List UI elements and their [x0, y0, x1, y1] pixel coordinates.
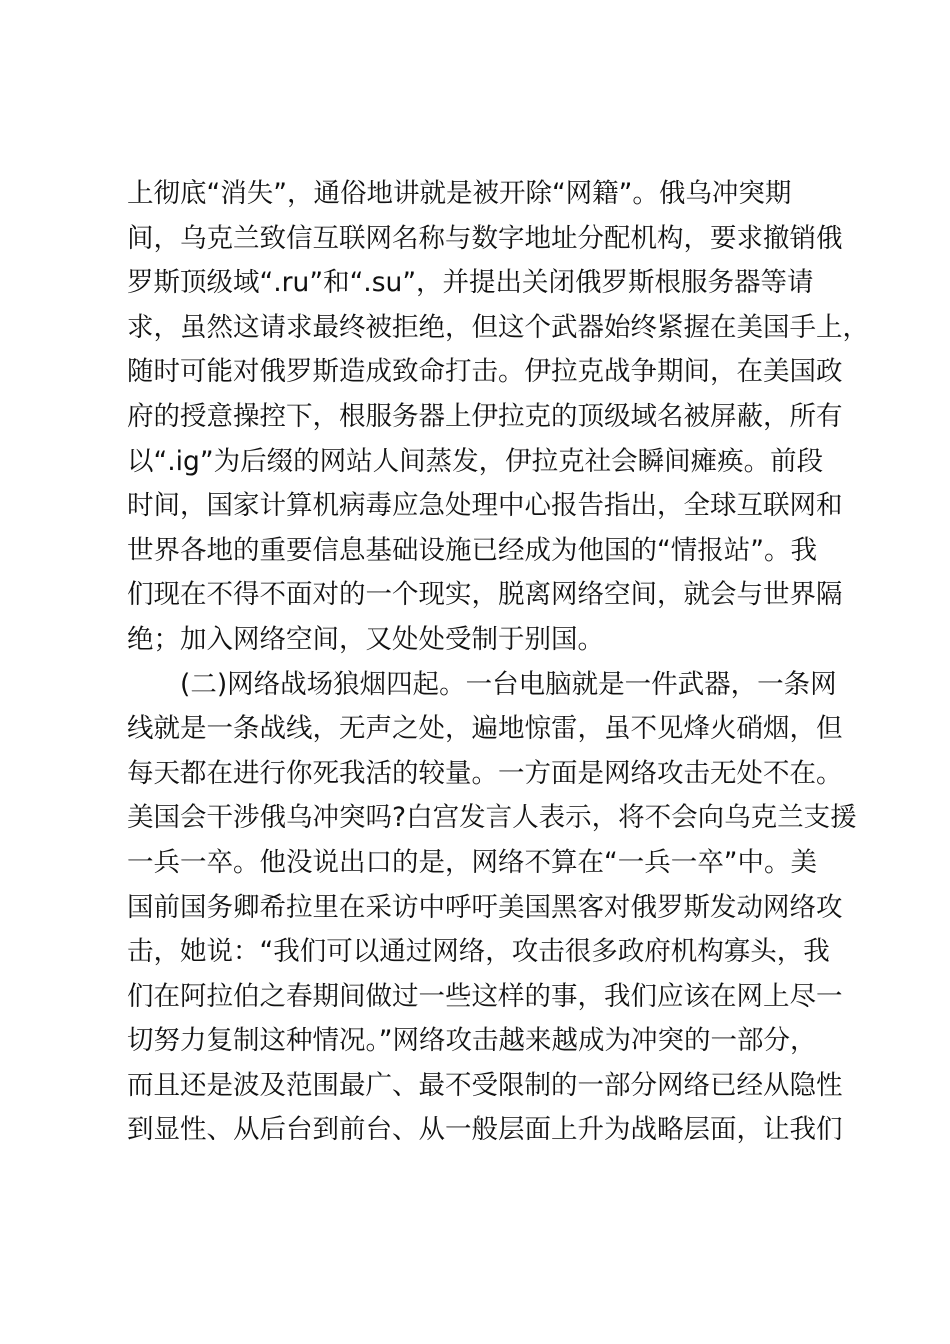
text-line: 而且还是波及范围最广、最不受限制的一部分网络已经从隐性: [127, 1069, 843, 1101]
text-line: 击，她说：“我们可以通过网络，攻击很多政府机构寡头，我: [127, 936, 830, 968]
text-line: 罗斯顶级域“.ru”和“.su”，并提出关闭俄罗斯根服务器等请: [127, 267, 814, 299]
text-line: 一兵一卒。他没说出口的是，网络不算在“一兵一卒”中。美: [127, 846, 817, 878]
text-line: 间，乌克兰致信互联网名称与数字地址分配机构，要求撤销俄: [127, 222, 843, 254]
text-line: 上彻底“消失”，通俗地讲就是被开除“网籍”。俄乌冲突期: [127, 178, 792, 209]
text-line: 切努力复制这种情况。”网络攻击越来越成为冲突的一部分，: [127, 1025, 817, 1057]
text-line: 世界各地的重要信息基础设施已经成为他国的“情报站”。我: [127, 534, 817, 566]
text-line: 线就是一条战线，无声之处，遍地惊雷，虽不见烽火硝烟，但: [127, 713, 843, 745]
text-line: 们在阿拉伯之春期间做过一些这样的事，我们应该在网上尽一: [127, 980, 843, 1012]
text-line: 以“.ig”为后缀的网站人间蒸发，伊拉克社会瞬间瘫痪。前段: [127, 445, 824, 477]
text-line: (二)网络战场狼烟四起。一台电脑就是一件武器，一条网: [127, 668, 837, 700]
text-line: 时间，国家计算机病毒应急处理中心报告指出，全球互联网和: [127, 490, 843, 522]
text-line: 随时可能对俄罗斯造成致命打击。伊拉克战争期间，在美国政: [127, 356, 843, 388]
text-line: 每天都在进行你死我活的较量。一方面是网络攻击无处不在。: [127, 757, 843, 789]
body-text: [127, 172, 869, 1153]
text-line: 求，虽然这请求最终被拒绝，但这个武器始终紧握在美国手上，: [127, 311, 869, 343]
text-line: 到显性、从后台到前台、从一般层面上升为战略层面，让我们: [127, 1114, 843, 1146]
text-line: 绝；加入网络空间，又处处受制于别国。: [127, 623, 604, 655]
text-line: 们现在不得不面对的一个现实，脱离网络空间，就会与世界隔: [127, 579, 843, 611]
text-line: 国前国务卿希拉里在采访中呼吁美国黑客对俄罗斯发动网络攻: [127, 891, 843, 923]
text-line: 美国会干涉俄乌冲突吗?白宫发言人表示，将不会向乌克兰支援: [127, 802, 857, 834]
text-line: 府的授意操控下，根服务器上伊拉克的顶级域名被屏蔽，所有: [127, 400, 843, 432]
